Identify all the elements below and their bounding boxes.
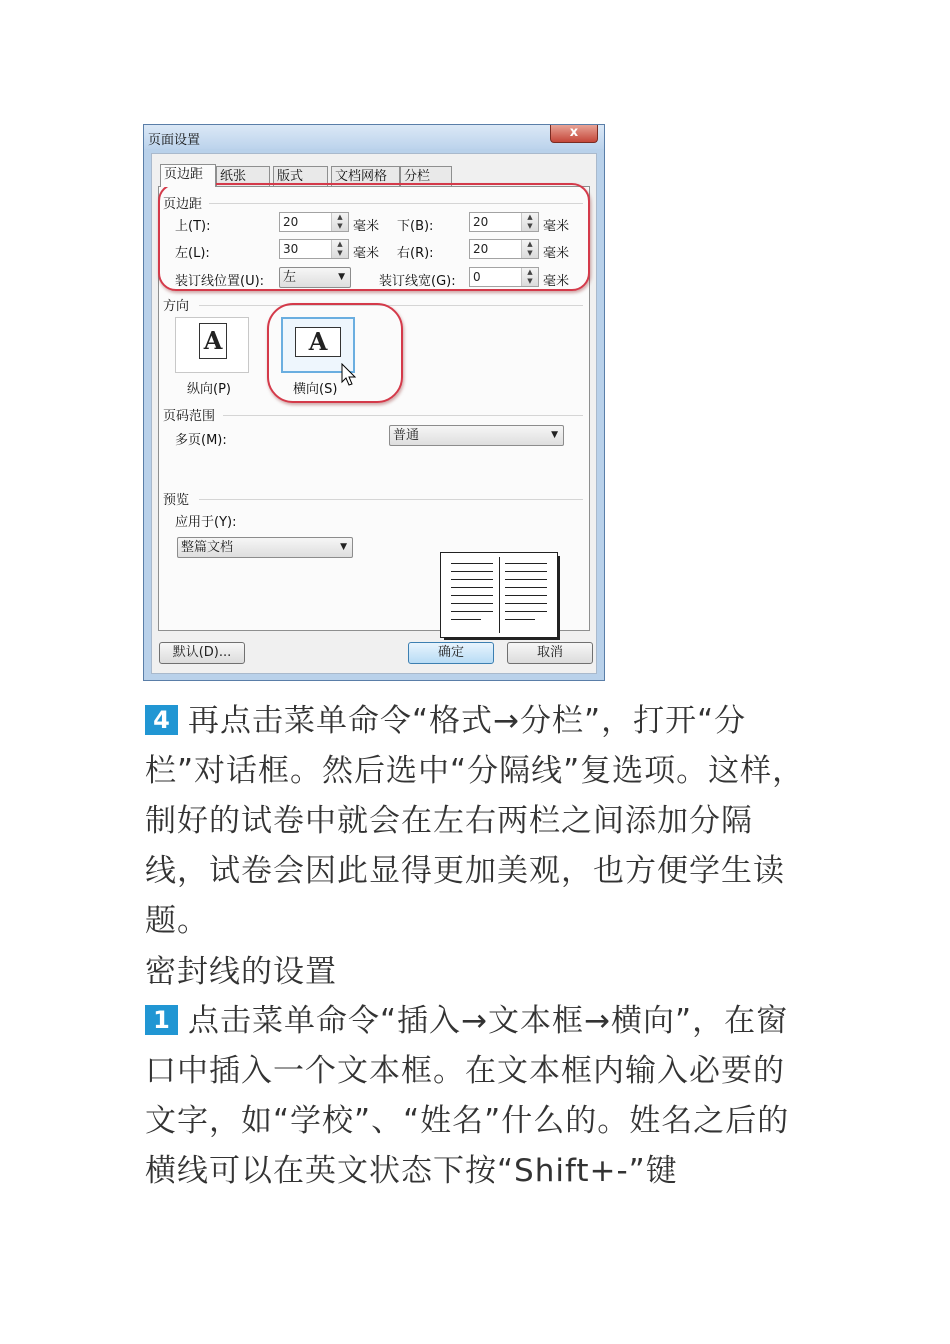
chevron-down-icon: ▼ xyxy=(551,430,558,440)
chevron-down-icon: ▼ xyxy=(338,272,345,282)
page-preview xyxy=(440,552,558,638)
top-margin-label: 上(T): xyxy=(175,219,211,234)
paragraph-step-4 xyxy=(145,696,805,946)
close-icon: x xyxy=(569,125,579,140)
left-margin-input[interactable]: 30 ▲ ▼ xyxy=(279,239,349,259)
spin-arrows-icon[interactable]: ▲ ▼ xyxy=(331,213,348,231)
bottom-margin-input[interactable]: 20 ▲ ▼ xyxy=(469,212,539,232)
multiple-pages-label: 多页(M): xyxy=(175,433,227,448)
gutter-position-select[interactable]: 左 ▼ xyxy=(279,267,351,288)
paragraph-text: 点击菜单命令“插入→文本框→横向”，在窗口中插入一个文本框。在文本框内输入必要的文字，如“学校”、“姓名”什么的。姓名之后的横线可以在英文状态下按“Shift+-”键 xyxy=(145,1003,790,1189)
pages-group-label: 页码范围 xyxy=(163,409,216,424)
spin-arrows-icon[interactable]: ▲ ▼ xyxy=(521,240,538,258)
bottom-margin-label: 下(B): xyxy=(397,219,434,234)
orientation-group-label: 方向 xyxy=(163,299,190,314)
spin-arrows-icon[interactable]: ▲ ▼ xyxy=(521,213,538,231)
gutter-width-input[interactable]: 0 ▲ ▼ xyxy=(469,267,539,287)
tab-columns[interactable]: 分栏 xyxy=(400,166,452,186)
tab-layout[interactable]: 版式 xyxy=(273,166,328,186)
ok-button[interactable]: 确定 xyxy=(408,642,494,664)
right-margin-label: 右(R): xyxy=(397,246,434,261)
cancel-button[interactable]: 取消 xyxy=(507,642,593,664)
tab-margins[interactable]: 页边距 xyxy=(160,164,216,187)
page-setup-dialog xyxy=(143,124,605,681)
tab-doc-grid[interactable]: 文档网格 xyxy=(331,166,400,186)
dialog-titlebar xyxy=(144,125,604,149)
top-margin-unit: 毫米 xyxy=(353,219,380,234)
margins-highlight xyxy=(158,183,590,291)
preview-group-label: 预览 xyxy=(163,493,190,508)
left-margin-label: 左(L): xyxy=(175,246,210,261)
tab-paper[interactable]: 纸张 xyxy=(216,166,270,186)
apply-to-label: 应用于(Y): xyxy=(175,515,237,530)
dialog-title: 页面设置 xyxy=(148,133,201,148)
orientation-divider xyxy=(199,305,583,306)
preview-divider xyxy=(199,499,583,500)
gutter-width-unit: 毫米 xyxy=(543,274,570,289)
landscape-page-icon: A xyxy=(295,327,341,357)
portrait-label: 纵向(P) xyxy=(187,382,231,397)
default-button[interactable]: 默认(D)... xyxy=(159,642,245,664)
landscape-label: 横向(S) xyxy=(293,382,338,397)
right-margin-unit: 毫米 xyxy=(543,246,570,261)
paragraph-text: 再点击菜单命令“格式→分栏”，打开“分栏”对话框。然后选中“分隔线”复选项。这样，制好的试卷中就会在左右两栏之间添加分隔线，试卷会因此显得更加美观，也方便学生读题。 xyxy=(145,703,805,939)
pages-divider xyxy=(223,415,583,416)
step-badge: 4 xyxy=(145,705,178,735)
gutter-position-label: 装订线位置(U): xyxy=(175,274,265,289)
paragraph-step-1 xyxy=(145,996,805,1196)
apply-to-select[interactable]: 整篇文档 ▼ xyxy=(177,537,353,558)
portrait-page-icon: A xyxy=(199,323,227,359)
tab-panel-margins xyxy=(158,186,590,631)
close-button[interactable] xyxy=(550,125,598,143)
multiple-pages-select[interactable]: 普通 ▼ xyxy=(389,425,564,446)
dialog-body xyxy=(151,153,597,674)
right-margin-input[interactable]: 20 ▲ ▼ xyxy=(469,239,539,259)
chevron-down-icon: ▼ xyxy=(340,542,347,552)
bottom-margin-unit: 毫米 xyxy=(543,219,570,234)
margins-group-label: 页边距 xyxy=(163,197,203,212)
spin-arrows-icon[interactable]: ▲ ▼ xyxy=(331,240,348,258)
portrait-option[interactable] xyxy=(175,317,249,373)
spin-arrows-icon[interactable]: ▲ ▼ xyxy=(521,268,538,286)
top-margin-input[interactable]: 20 ▲ ▼ xyxy=(279,212,349,232)
section-heading: 密封线的设置 xyxy=(145,954,337,990)
left-margin-unit: 毫米 xyxy=(353,246,380,261)
gutter-width-label: 装订线宽(G): xyxy=(379,274,456,289)
landscape-highlight xyxy=(267,303,403,403)
step-badge: 1 xyxy=(145,1005,178,1035)
